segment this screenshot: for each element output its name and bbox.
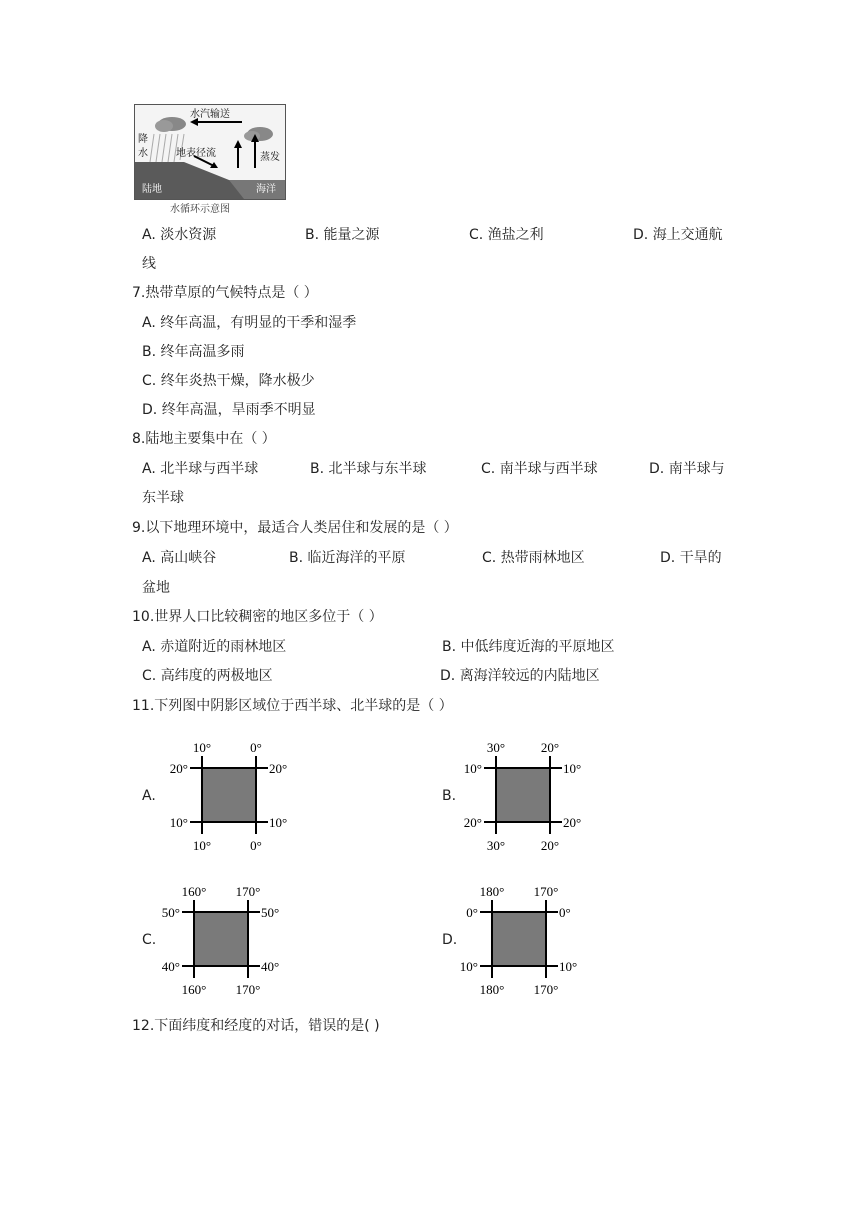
label-top-left: 30° [486,740,506,755]
shaded-region [496,768,550,822]
q10-option-a[interactable]: A. 赤道附近的雨林地区 [142,639,287,655]
label-left-top: 50° [161,905,180,920]
q10-option-c[interactable]: C. 高纬度的两极地区 [142,668,273,684]
label-left-bottom: 40° [161,959,180,974]
label-top-right: 20° [540,740,560,755]
label-right-top: 0° [559,905,571,920]
label-bottom-left: 180° [479,982,505,997]
label-right-top: 10° [563,761,582,776]
q10-stem: 10.世界人口比较稠密的地区多位于（ ） [132,609,383,625]
q11-stem: 11.下列图中阴影区域位于西半球、北半球的是（ ） [132,698,453,714]
q7-option-c[interactable]: C. 终年炎热干燥，降水极少 [142,373,315,389]
wc-label-land: 陆地 [142,184,162,195]
label-bottom-right: 170° [235,982,261,997]
q8-option-a[interactable]: A. 北半球与西半球 [142,461,259,477]
label-bottom-right: 170° [533,982,559,997]
q9-stem: 9.以下地理环境中，最适合人类居住和发展的是（ ） [132,520,458,536]
label-left-top: 20° [169,761,188,776]
label-top-right: 170° [533,884,559,899]
label-left-top: 10° [463,761,482,776]
q9-option-d-wrap: 盆地 [142,580,170,596]
q11-option-c-letter[interactable]: C. [142,932,157,948]
wc-label-precip-1: 降 [138,134,148,145]
label-left-top: 0° [466,905,478,920]
shaded-region [492,912,546,966]
q11-option-d-letter[interactable]: D. [442,932,458,948]
q8-stem: 8.陆地主要集中在（ ） [132,431,276,447]
label-bottom-left: 160° [181,982,207,997]
q11-diagram-a[interactable] [158,730,308,855]
q8-option-d[interactable]: D. 南半球与 [649,461,725,477]
q9-option-c[interactable]: C. 热带雨林地区 [482,550,585,566]
q8-option-d-wrap: 东半球 [142,490,184,506]
q9-option-a[interactable]: A. 高山峡谷 [142,550,217,566]
q10-option-d[interactable]: D. 离海洋较远的内陆地区 [440,668,600,684]
q11-option-b-letter[interactable]: B. [442,788,457,804]
label-top-right: 0° [250,740,262,755]
shaded-region [194,912,248,966]
wc-label-runoff: 地表径流 [176,148,216,159]
q11-option-a-letter[interactable]: A. [142,788,156,804]
shaded-region [202,768,256,822]
label-right-top: 50° [261,905,280,920]
q9-option-b[interactable]: B. 临近海洋的平原 [289,550,406,566]
q7-stem: 7.热带草原的气候特点是（ ） [132,285,318,301]
label-right-bottom: 40° [261,959,280,974]
q6-option-d[interactable]: D. 海上交通航 [633,227,723,243]
label-bottom-left: 30° [486,838,506,853]
q11-diagram-d[interactable] [448,874,598,999]
q6-option-b[interactable]: B. 能量之源 [305,227,380,243]
label-top-left: 160° [181,884,207,899]
q7-option-d[interactable]: D. 终年高温，旱雨季不明显 [142,402,316,418]
q8-option-b[interactable]: B. 北半球与东半球 [310,461,427,477]
label-left-bottom: 10° [169,815,188,830]
wc-label-precip-2: 水 [138,148,148,159]
q6-option-c[interactable]: C. 渔盐之利 [469,227,544,243]
water-cycle-figure [134,104,286,216]
wc-label-evap: 蒸发 [260,152,280,163]
q7-option-b[interactable]: B. 终年高温多雨 [142,344,245,360]
label-right-bottom: 10° [559,959,578,974]
label-top-right: 170° [235,884,261,899]
q10-option-b[interactable]: B. 中低纬度近海的平原地区 [442,639,615,655]
q6-option-d-wrap: 线 [142,256,156,272]
q8-option-c[interactable]: C. 南半球与西半球 [481,461,598,477]
label-top-left: 10° [192,740,212,755]
wc-label-vapor: 水汽输送 [190,109,230,120]
q11-diagram-b[interactable] [452,730,602,855]
label-right-top: 20° [269,761,288,776]
q6-option-a[interactable]: A. 淡水资源 [142,227,217,243]
label-bottom-right: 0° [250,838,262,853]
q9-option-d[interactable]: D. 干旱的 [660,550,722,566]
label-left-bottom: 10° [459,959,478,974]
wc-label-ocean: 海洋 [256,184,276,195]
label-right-bottom: 10° [269,815,288,830]
label-right-bottom: 20° [563,815,582,830]
q11-diagram-c[interactable] [150,874,300,999]
label-top-left: 180° [479,884,505,899]
q7-option-a[interactable]: A. 终年高温，有明显的干季和湿季 [142,315,357,331]
label-bottom-left: 10° [192,838,212,853]
q12-stem: 12.下面纬度和经度的对话，错误的是( ) [132,1018,380,1034]
wc-caption: 水循环示意图 [170,204,230,215]
label-bottom-right: 20° [540,838,560,853]
label-left-bottom: 20° [463,815,482,830]
